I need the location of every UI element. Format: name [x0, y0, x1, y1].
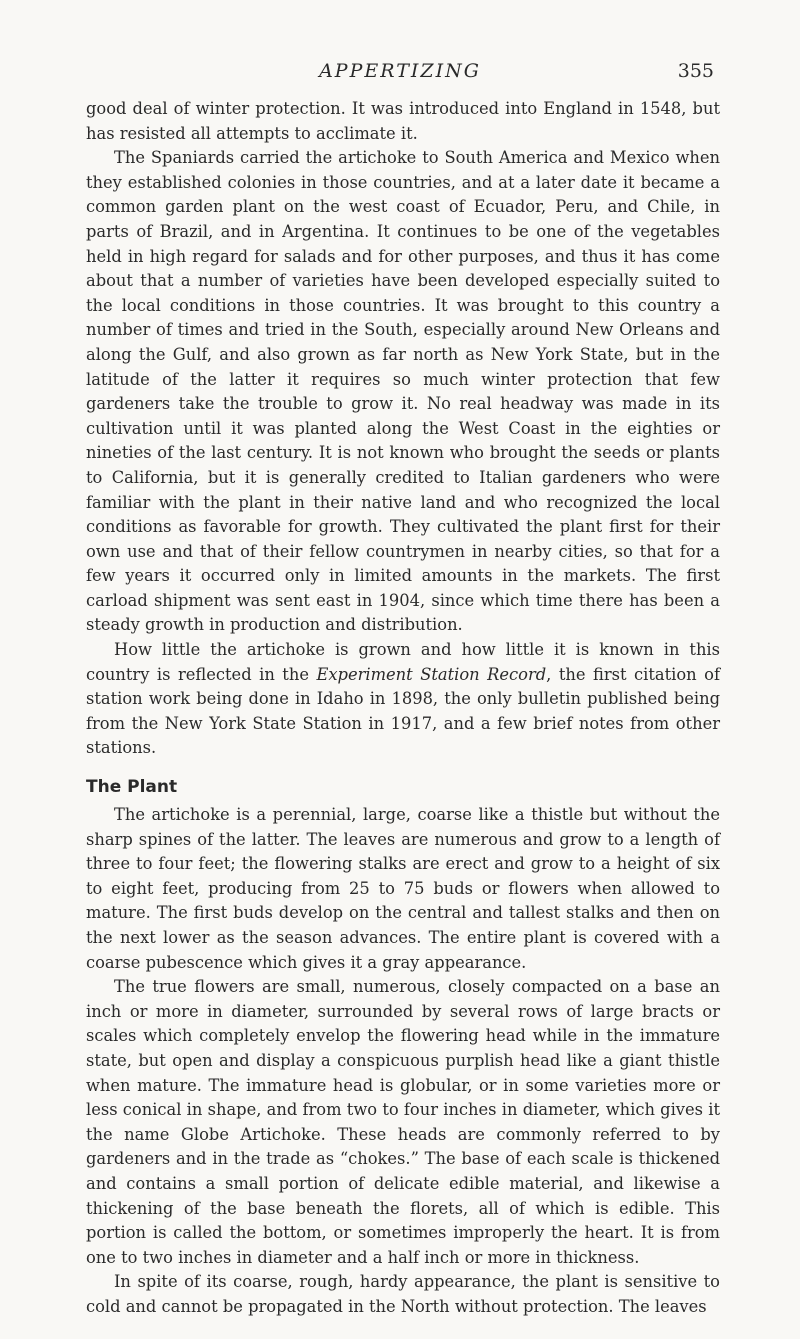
page-body [86, 97, 720, 1320]
paragraph: The artichoke is a perennial, large, coarse like a thistle but without the sharp spines of the latter. The leaves are numerous and grow to a length of three to four feet; the flowering stalks are erect and grow to a height of six to eight feet, producing from 25 to 75 buds or flowers when allowed to mature. The first buds develop on the central and tallest stalks and then on the next lower as the season advances. The entire plant is covered with a coarse pubescence which gives it a gray appearance. [86, 805, 720, 972]
citation-text-after: , the first citation of station work being done in Idaho in 1898, the only bulletin published being from the New York State Station in 1917, and a few brief notes from other stations. [86, 664, 721, 758]
running-title: APPERTIZING [319, 60, 481, 82]
paragraph: The Spaniards carried the artichoke to South America and Mexico when they established colonies in those countries, and at a later date it became a common garden plant on the west coast of Ecuador, Peru, and Chile, in parts of Brazil, and in Argentina. It continues to be one of the vegetables held in high regard for salads and for other purposes, and thus it has come about that a number of varieties have been developed especially suited to the local conditions in those countries. It was brought to this country a number of times and tried in the South, especially around New Orleans and along the Gulf, and also grown as far north as New York State, but in the latitude of the latter it requires so much winter protection that few gardeners take the trouble to grow it. No real headway was made in its cultivation until it was planted along the West Coast in the eighties or nineties of the last century. It is not known who brought the seeds or plants to California, but it is generally credited to Italian gardeners who were familiar with the plant in their native land and who recognized the local conditions as favorable for growth. They cultivated the plant first for their own use and that of their fellow countrymen in nearby cities, so that for a few years it occurred only in limited amounts in the markets. The first carload shipment was sent east in 1904, since which time there has been a steady growth in production and distribution. [86, 148, 720, 635]
page-number: 355 [677, 60, 714, 82]
citation-text-before: How little the artichoke is grown and how little it is known in this country is reflected in the [86, 640, 720, 684]
running-head [0, 60, 800, 100]
paragraph: good deal of winter protection. It was introduced into England in 1548, but has resisted all attempts to acclimate it. [86, 99, 720, 143]
paragraph-citation [86, 638, 720, 761]
publication-title: Experiment Station Record [316, 664, 547, 684]
paragraph: The true flowers are small, numerous, closely compacted on a base an inch or more in diameter, surrounded by several rows of large bracts or scales which completely envelop the flowering head while in the immature state, but open and display a conspicuous purplish head like a giant thistle when mature. The immature head is globular, or in some varieties more or less conical in shape, and from two to four inches in diameter, which gives it the name Globe Artichoke. These heads are commonly referred to by gardeners and in the trade as “chokes.” The base of each scale is thickened and contains a small portion of delicate edible material, and likewise a thickening of the base beneath the florets, all of which is edible. This portion is called the bottom, or sometimes improperly the heart. It is from one to two inches in diameter and a half inch or more in thickness. [86, 977, 720, 1267]
paragraph: In spite of its coarse, rough, hardy appearance, the plant is sensitive to cold and cannot be propagated in the North without protection. The leaves [86, 1272, 720, 1316]
section-heading: The Plant [86, 777, 178, 798]
